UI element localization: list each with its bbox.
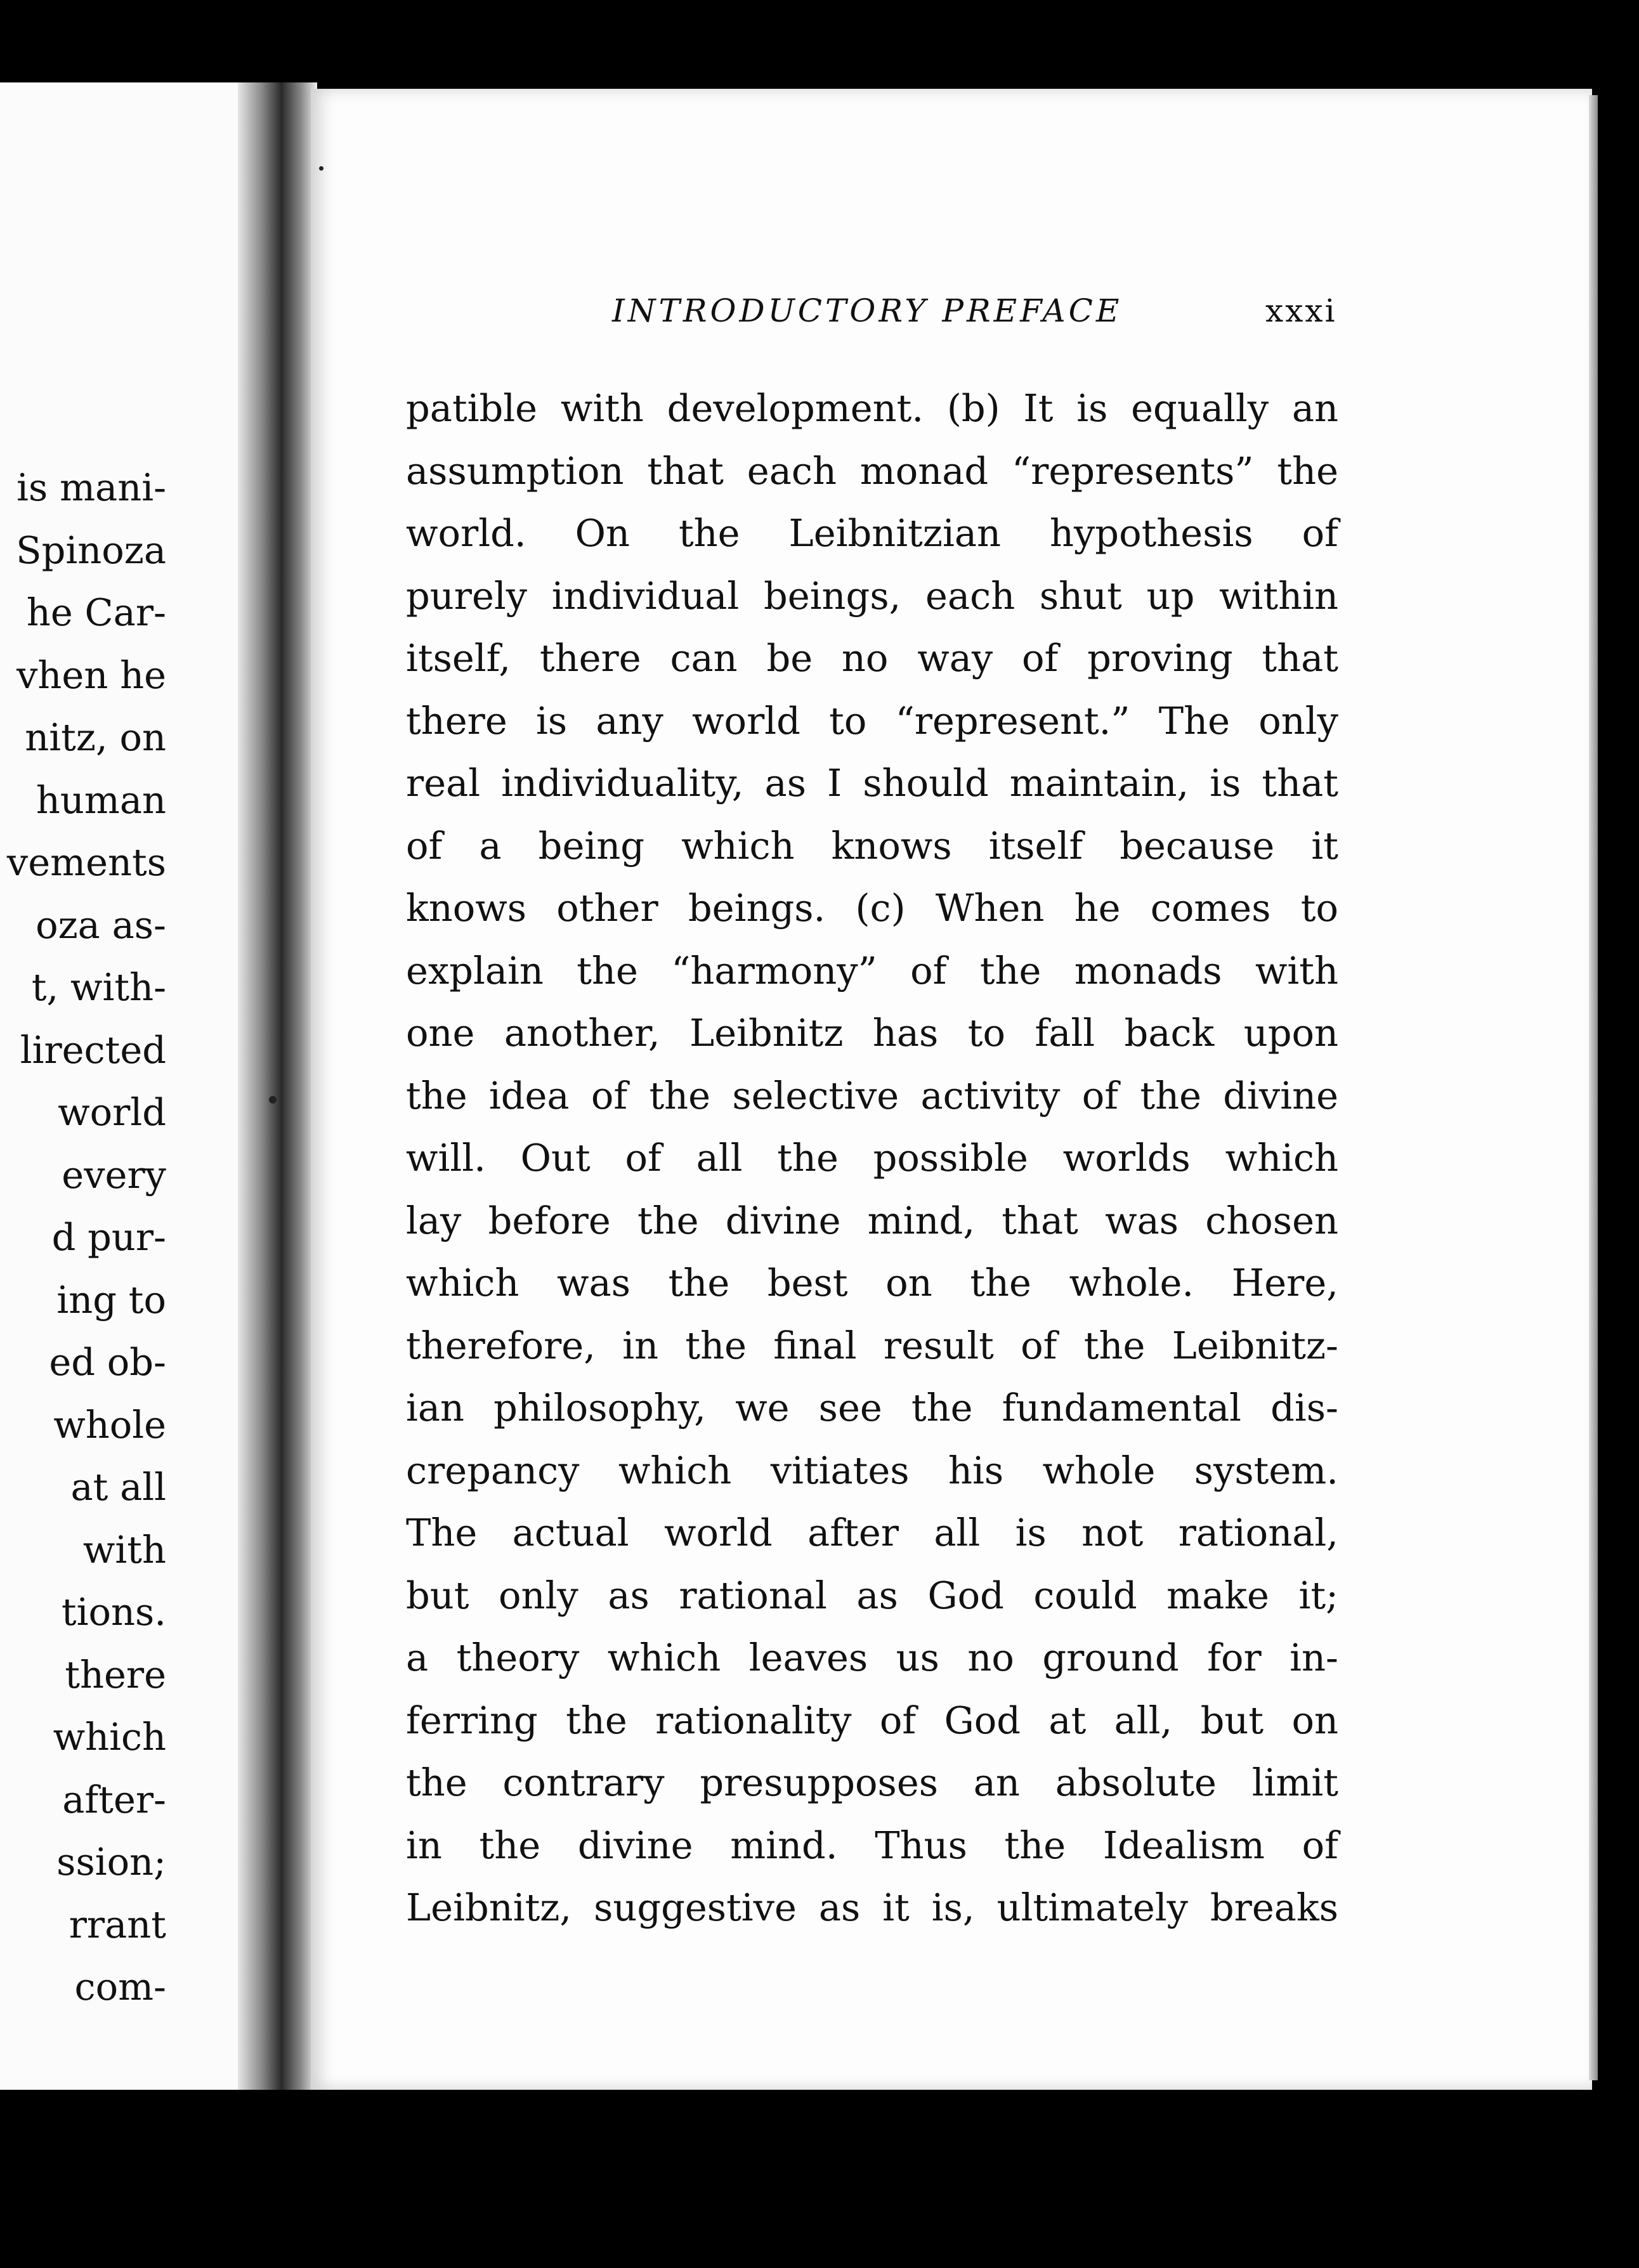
text-line: the idea of the selective activity of the divine (406, 1073, 1338, 1118)
text-line: ian philosophy, we see the fundamental dis- (406, 1386, 1338, 1430)
left-line: every (62, 1152, 166, 1197)
text-line: knows other beings. (c) When he comes to (406, 886, 1338, 930)
left-line: rrant (69, 1902, 166, 1946)
text-line: which was the best on the whole. Here, (406, 1261, 1338, 1305)
left-line: world (58, 1090, 166, 1134)
text-line: a theory which leaves us no ground for in- (406, 1636, 1338, 1679)
left-line: vements (6, 840, 166, 884)
body-text (406, 377, 1338, 1939)
left-line: com- (74, 1965, 166, 2009)
left-line: tions. (61, 1590, 166, 1634)
ink-speck (319, 166, 323, 171)
left-line: d pur- (51, 1215, 166, 1259)
left-line: nitz, on (25, 715, 166, 759)
left-line: he Car- (26, 590, 166, 634)
left-line: with (82, 1527, 166, 1572)
page-edge-shadow (1589, 95, 1598, 2080)
left-line: whole (53, 1402, 166, 1447)
text-line: will. Out of all the possible worlds which (406, 1136, 1338, 1180)
left-line: ing to (56, 1277, 166, 1322)
left-line: oza as- (36, 903, 166, 947)
left-line: Spinoza (16, 528, 166, 572)
left-line: lirected (20, 1027, 166, 1072)
text-line: one another, Leibnitz has to fall back upon (406, 1011, 1338, 1055)
text-line: The actual world after all is not rational, (406, 1511, 1338, 1554)
text-line: explain the “harmony” of the monads with (406, 948, 1338, 993)
left-line: which (53, 1715, 166, 1759)
left-line: after- (62, 1777, 166, 1822)
book-gutter-shadow (238, 82, 317, 2090)
left-line: ssion; (56, 1840, 166, 1884)
left-page-text (5, 457, 166, 2019)
text-line: purely individual beings, each shut up within (406, 573, 1338, 618)
left-page (0, 82, 238, 2090)
text-line: ferring the rationality of God at all, but on (406, 1698, 1338, 1742)
left-line: at all (70, 1465, 166, 1509)
text-line: real individuality, as I should maintain, is that (406, 761, 1338, 805)
text-line: therefore, in the final result of the Leibnitz- (406, 1323, 1338, 1367)
text-line: the contrary presupposes an absolute limit (406, 1761, 1338, 1804)
left-line: is mani- (16, 466, 166, 509)
text-line: crepancy which vitiates his whole system. (406, 1448, 1338, 1492)
left-line: there (65, 1652, 166, 1697)
text-line: Leibnitz, suggestive as it is, ultimately breaks (406, 1886, 1338, 1929)
ink-speck (269, 1096, 277, 1104)
text-line: lay before the divine mind, that was chosen (406, 1198, 1338, 1242)
text-line: but only as rational as God could make it; (406, 1573, 1338, 1617)
left-line: t, with- (31, 965, 166, 1009)
left-line: vhen he (16, 653, 166, 697)
left-line: ed ob- (49, 1340, 166, 1384)
text-line: in the divine mind. Thus the Idealism of (406, 1823, 1338, 1867)
running-head: INTRODUCTORY PREFACE (612, 292, 1123, 329)
text-line: there is any world to “represent.” The only (406, 698, 1338, 743)
text-line: assumption that each monad “represents” the (406, 448, 1338, 493)
text-line: of a being which knows itself because it (406, 823, 1338, 868)
text-line: patible with development. (b) It is equally an (406, 386, 1338, 430)
page-number: xxxi (1265, 292, 1337, 329)
text-line: itself, there can be no way of proving that (406, 636, 1338, 680)
text-line: world. On the Leibnitzian hypothesis of (406, 511, 1338, 555)
left-line: human (36, 778, 166, 822)
